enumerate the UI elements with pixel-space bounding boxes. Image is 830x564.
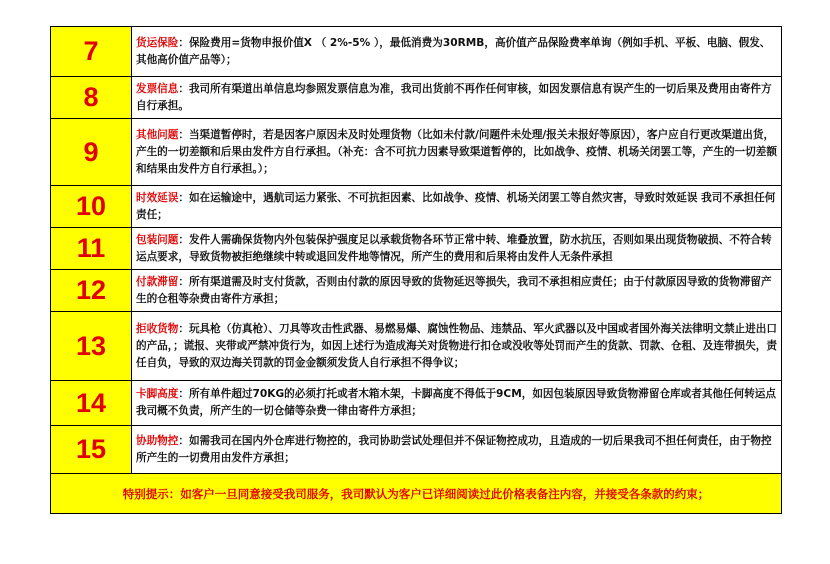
rule-text: ：玩具枪（仿真枪）、刀具等攻击性武器、易燃易爆、腐蚀性物品、违禁品、军火武器以及中国或者国外海关法律明文禁止进出口的产品，；谎报、夹带或严禁冲货行为，如因上述行为造成海关对货物进行扣仓或没收等处罚而产生的货款、罚款、仓租、及连带损失，责任自负，导致的双边海关罚款的罚金金额须发货人自行承担不得争议； xyxy=(136,322,777,369)
rule-row-12 xyxy=(51,270,782,312)
rule-number: 15 xyxy=(51,426,132,474)
rule-text: ：如需我司在国内外仓库进行物控的，我司协助尝试处理但并不保证物控成功，且造成的一切后果我司不担任何责任，由于物控所产生的一切费用由发件方承担； xyxy=(136,434,772,464)
rule-body xyxy=(132,312,782,381)
rule-row-10 xyxy=(51,186,782,228)
rule-title: 时效延误 xyxy=(136,191,179,204)
rule-number: 14 xyxy=(51,381,132,426)
rule-text: ：所有渠道需及时支付货款，否则由付款的原因导致的货物延迟等损失，我司不承担相应责任；由于付款原因导致的货物滞留产生的仓租等杂费由寄件方承担； xyxy=(136,275,772,305)
rule-row-13 xyxy=(51,312,782,381)
rule-title: 拒收货物 xyxy=(136,322,179,335)
rule-body xyxy=(132,228,782,270)
special-notice: 特别提示：如客户一旦同意接受我司服务，我司默认为客户已详细阅读过此价格表备注内容，并接受各条款的约束； xyxy=(51,474,782,514)
rule-number: 12 xyxy=(51,270,132,312)
rule-number: 7 xyxy=(51,27,132,77)
rule-body xyxy=(132,381,782,426)
rule-number: 13 xyxy=(51,312,132,381)
rule-number: 8 xyxy=(51,77,132,119)
rule-row-11 xyxy=(51,228,782,270)
rule-body xyxy=(132,270,782,312)
rule-row-15 xyxy=(51,426,782,474)
rule-body xyxy=(132,119,782,186)
rule-body xyxy=(132,426,782,474)
rule-body xyxy=(132,77,782,119)
rule-title: 卡脚高度 xyxy=(136,388,179,400)
rule-text: ：我司所有渠道出单信息均参照发票信息为准，我司出货前不再作任何审核，如因发票信息有误产生的一切后果及费用由寄件方自行承担。 xyxy=(136,82,772,112)
rule-row-9 xyxy=(51,119,782,186)
rule-text: ：保险费用=货物申报价值X （ 2%-5% ），最低消费为30RMB，高价值产品保险费率单询（例如手机、平板、电脑、假发、其他高价值产品等）； xyxy=(136,36,771,66)
rule-text: ：所有单件超过70KG的必须打托或者木箱木架，卡脚高度不得低于9CM，如因包装原因导致货物滞留仓库或者其他任何转运点我司概不负责，所产生的一切仓储等杂费一律由寄件方承担； xyxy=(136,388,776,417)
rule-row-8 xyxy=(51,77,782,119)
rule-row-7 xyxy=(51,27,782,77)
rule-number: 9 xyxy=(51,119,132,186)
rule-title: 其他问题 xyxy=(136,128,179,141)
rule-body xyxy=(132,186,782,228)
rule-text: ：当渠道暂停时，若是因客户原因未及时处理货物（比如未付款/问题件未处理/报关未报好等原因），客户应自行更改渠道出货，产生的一切差额和后果由发件方自行承担。（补充：含不可抗力因素导致渠道暂停的，比如战争、疫情、机场关闭罢工等，产生的一切差额和结果由发件方自行承担。）； xyxy=(136,128,777,175)
rule-title: 发票信息 xyxy=(136,82,179,95)
rule-title: 包装问题 xyxy=(136,233,179,246)
rule-body xyxy=(132,27,782,77)
notice-row xyxy=(51,474,782,514)
rule-text: ：发件人需确保货物内外包装保护强度足以承载货物各环节正常中转、堆叠放置，防水抗压，否则如果出现货物破损、不符合转运点要求，导致货物被拒绝继续中转或退回发件地等情况，所产生的费用和后果将由发件人无条件承担 xyxy=(136,233,772,263)
rule-text: ：如在运输途中，遇航司运力紧张、不可抗拒因素、比如战争、疫情、机场关闭罢工等自然灾害，导致时效延误 我司不承担任何责任； xyxy=(136,191,776,221)
rule-title: 付款滞留 xyxy=(136,275,179,288)
rule-number: 11 xyxy=(51,228,132,270)
rule-row-14 xyxy=(51,381,782,426)
rule-number: 10 xyxy=(51,186,132,228)
terms-table xyxy=(50,26,782,514)
rule-title: 协助物控 xyxy=(136,434,179,447)
rule-title: 货运保险 xyxy=(136,36,179,49)
